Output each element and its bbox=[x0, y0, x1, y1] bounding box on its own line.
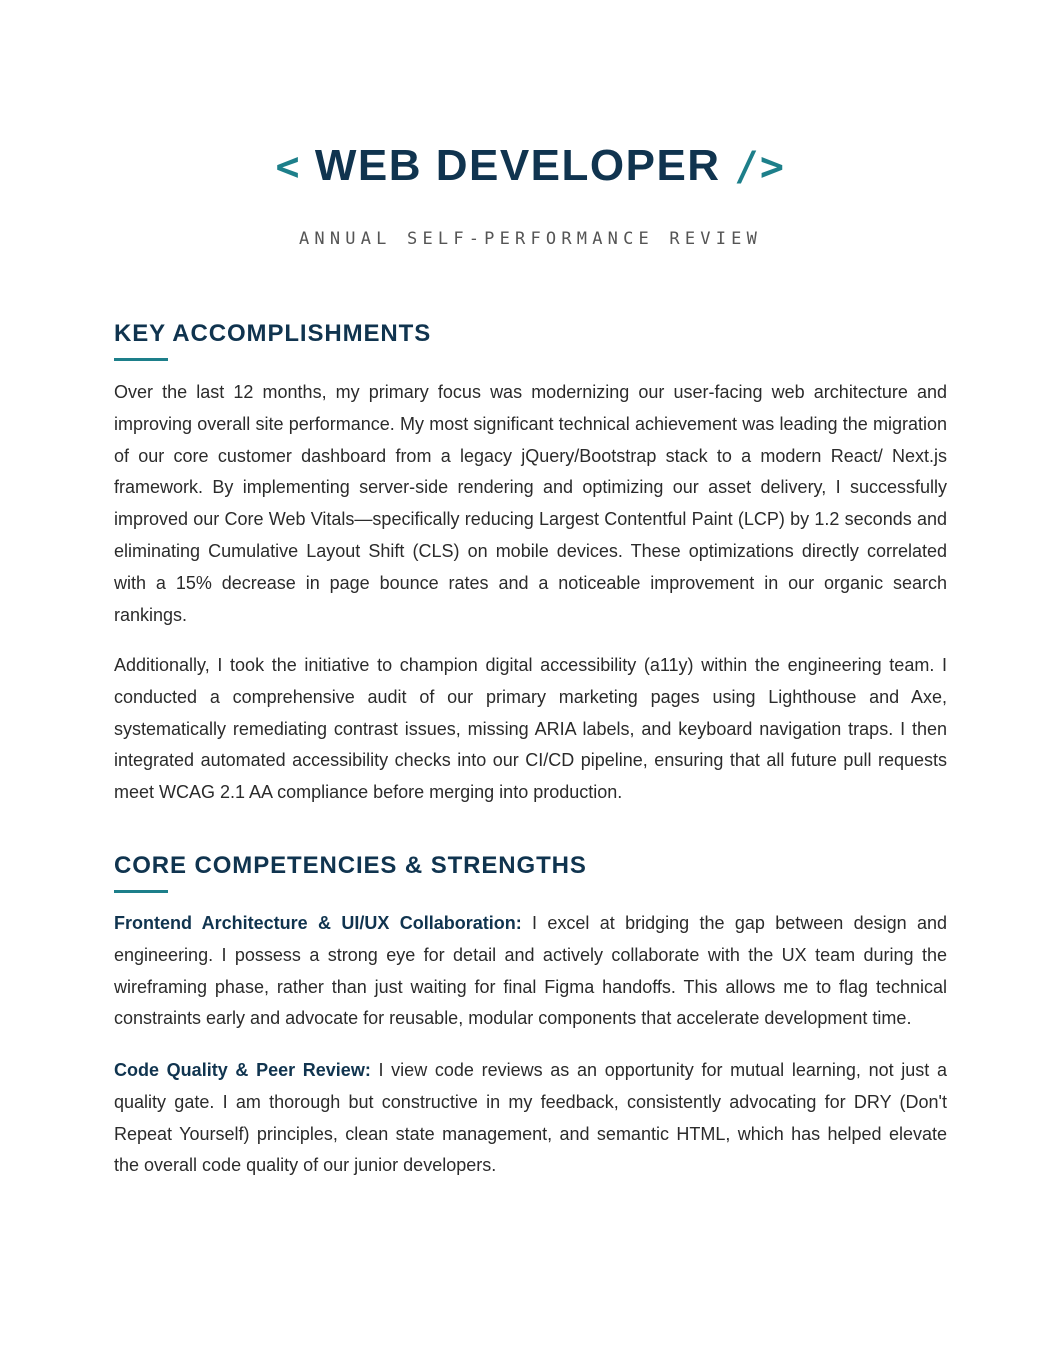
paragraph-accomplishments-2: Additionally, I took the initiative to champion digital accessibility (a11y) within the engineering team. I conducted a comprehensive audit of our primary marketing pages using Lighthouse and Axe, systematically remediating contrast issues, missing ARIA labels, and keyboard navigation traps. I then integrated automated accessibility checks into our CI/CD pipeline, ensuring that all future pull requests meet WCAG 2.1 AA compliance before merging into production. bbox=[114, 655, 947, 803]
section-divider bbox=[114, 890, 168, 893]
section-heading-accomplishments: KEY ACCOMPLISHMENTS bbox=[114, 320, 432, 347]
page-subtitle: ANNUAL SELF-PERFORMANCE REVIEW bbox=[298, 229, 763, 249]
section-heading-competencies: CORE COMPETENCIES & STRENGTHS bbox=[114, 852, 587, 879]
competency-text-code-quality: I view code reviews as an opportunity for mutual learning, not just a quality gate. I am thorough but constructive in my feedback, consistently advocating for DRY (Don't Repeat Yourself) principles, clean state management, and semantic HTML, which has helped elevate the overall code quality of our junior developers. bbox=[114, 1060, 947, 1176]
title-bracket-open: < bbox=[275, 144, 302, 190]
paragraph-accomplishments-1: Over the last 12 months, my primary focus was modernizing our user-facing web architecture and improving overall site performance. My most significant technical achievement was leading the migration of our core customer dashboard from a legacy jQuery/Bootstrap stack to a modern React/ Next.js framework. By implementing server-side rendering and optimizing our asset delivery, I successfully improved our Core Web Vitals—specifically reducing Largest Contentful Paint (LCP) by 1.2 seconds and eliminating Cumulative Layout Shift (CLS) on mobile devices. These optimizations directly correlated with a 15% decrease in page bounce rates and a noticeable improvement in our organic search rankings. bbox=[114, 382, 947, 625]
paragraph-competency-code-quality bbox=[114, 1055, 947, 1182]
competency-lead-frontend: Frontend Architecture & UI/UX Collaboration: bbox=[114, 913, 522, 933]
competency-lead-code-quality: Code Quality & Peer Review: bbox=[114, 1060, 371, 1080]
section-divider bbox=[114, 358, 168, 361]
competency-text-frontend: I excel at bridging the gap between design and engineering. I possess a strong eye for detail and actively collaborate with the UX team during the wireframing phase, rather than just waiting for final Figma handoffs. This allows me to flag technical constraints early and advocate for reusable, modular components that accelerate development time. bbox=[114, 913, 947, 1029]
title-text: WEB DEVELOPER bbox=[314, 141, 721, 190]
title-bracket-close: /> bbox=[734, 144, 786, 190]
page-title bbox=[114, 138, 947, 195]
paragraph-competency-frontend bbox=[114, 908, 947, 1035]
